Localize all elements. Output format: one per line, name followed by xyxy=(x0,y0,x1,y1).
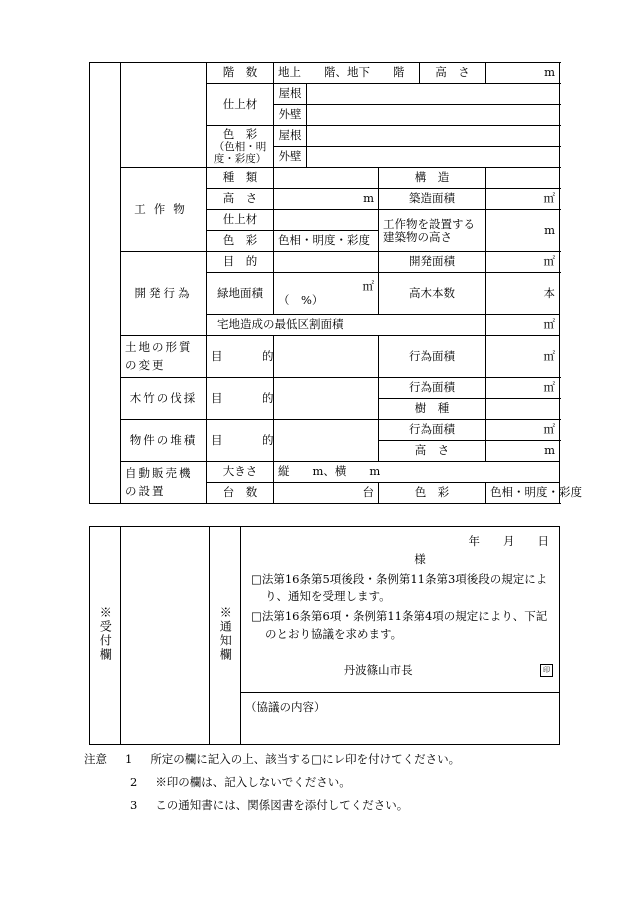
note-text: 所定の欄に記入の上、該当する□にレ印を付けてください。 xyxy=(150,752,461,766)
vending-color-value[interactable]: 色相・明度・彩度 xyxy=(486,483,560,504)
note-number: 1 xyxy=(124,752,133,766)
stacking-area-label: 行為面積 xyxy=(379,420,486,441)
min-lot-value[interactable]: ㎡ xyxy=(486,315,560,336)
min-lot-label: 宅地造成の最低区割面積 xyxy=(207,315,486,336)
consultation-label: （協議の内容） xyxy=(245,700,326,714)
structure-area-label: 築造面積 xyxy=(379,189,486,210)
notice-label: ※通知欄 xyxy=(218,605,233,662)
stacking-label: 物件の堆積 xyxy=(121,420,207,462)
building-color-label: 色 彩 xyxy=(222,126,258,141)
stacking-purpose-value[interactable] xyxy=(274,420,379,462)
logging-species-value[interactable] xyxy=(486,399,560,420)
building-finish-label: 仕上材 xyxy=(207,84,274,126)
structure-finish-value[interactable] xyxy=(274,210,379,231)
development-area-label: 開発面積 xyxy=(379,252,486,273)
application-details-table xyxy=(89,62,582,504)
note-text: ※印の欄は、記入しないでください。 xyxy=(155,775,351,789)
consultation-content[interactable] xyxy=(241,693,560,745)
structure-area-value[interactable]: ㎡ xyxy=(486,189,560,210)
finish-roof-label: 屋根 xyxy=(274,84,307,105)
floors-label: 階 数 xyxy=(207,63,274,84)
land-change-purpose-label: 目 的 xyxy=(207,336,274,378)
notice-option-accept[interactable]: □法第16条第5項後段・条例第11条第3項後段の規定により、通知を受理します。 xyxy=(251,571,548,604)
structure-type-value[interactable] xyxy=(274,168,379,189)
structure-kozo-label: 構 造 xyxy=(379,168,486,189)
notes-section xyxy=(84,748,460,817)
land-change-area-value[interactable]: ㎡ xyxy=(486,336,560,378)
note-item-3 xyxy=(84,794,460,817)
development-purpose-label: 目 的 xyxy=(207,252,274,273)
note-text: この通知書には、関係図書を添付してください。 xyxy=(155,798,409,812)
vending-color-label: 色 彩 xyxy=(379,483,486,504)
stacking-purpose-label: 目 的 xyxy=(207,420,274,462)
green-area-value-cell[interactable] xyxy=(274,273,379,315)
logging-species-label: 樹 種 xyxy=(379,399,486,420)
structure-finish-label: 仕上材 xyxy=(207,210,274,231)
notice-option-consult[interactable]: □法第16条第6項・条例第11条第4項の規定により、下記のとおり協議を求めます。 xyxy=(251,609,548,642)
reception-label-cell xyxy=(90,527,121,745)
install-height-label: 工作物を設置する建築物の高さ xyxy=(379,210,486,252)
reception-table xyxy=(89,526,560,745)
notice-date[interactable]: 年 月 日 xyxy=(468,534,549,548)
land-change-label: 土地の形質の変更 xyxy=(121,336,207,378)
color-roof-label: 屋根 xyxy=(274,126,307,147)
structure-height-value[interactable]: m xyxy=(274,189,379,210)
development-label: 開発行為 xyxy=(121,252,207,336)
note-item-1 xyxy=(84,748,460,771)
tall-trees-value[interactable]: 本 xyxy=(486,273,560,315)
reception-stamp-area xyxy=(121,527,210,745)
tall-trees-label: 高木本数 xyxy=(379,273,486,315)
note-number: 3 xyxy=(129,798,138,812)
color-roof-value[interactable] xyxy=(307,126,560,147)
logging-label: 木竹の伐採 xyxy=(121,378,207,420)
vending-size-value[interactable]: 縦 m、横 m xyxy=(274,462,560,483)
development-purpose-value[interactable] xyxy=(274,252,379,273)
stacking-height-value[interactable]: m xyxy=(486,441,560,462)
development-area-value[interactable]: ㎡ xyxy=(486,252,560,273)
logging-purpose-value[interactable] xyxy=(274,378,379,420)
notice-content xyxy=(241,527,560,693)
logging-purpose-label: 目 的 xyxy=(207,378,274,420)
install-height-value[interactable]: m xyxy=(486,210,560,252)
floors-value[interactable]: 地上 階、地下 階 xyxy=(274,63,420,84)
color-wall-label: 外壁 xyxy=(274,147,307,168)
building-height-label: 高 さ xyxy=(420,63,486,84)
land-change-purpose-value[interactable] xyxy=(274,336,379,378)
notes-heading: 注意 xyxy=(84,752,107,766)
green-area-percent: （ %） xyxy=(278,292,324,307)
note-item-2 xyxy=(84,771,460,794)
finish-wall-value[interactable] xyxy=(307,105,560,126)
building-height-value[interactable]: m xyxy=(486,63,560,84)
structure-color-value[interactable]: 色相・明度・彩度 xyxy=(274,231,379,252)
seal-mark: 印 xyxy=(540,664,553,677)
vending-count-value[interactable]: 台 xyxy=(274,483,379,504)
reception-label: ※受付欄 xyxy=(98,605,113,662)
mayor-name: 丹波篠山市長 xyxy=(343,662,413,677)
structure-kozo-value[interactable] xyxy=(486,168,560,189)
stacking-height-label: 高 さ xyxy=(379,441,486,462)
green-area-unit: ㎡ xyxy=(362,278,374,293)
notice-addressee[interactable]: 様 xyxy=(414,551,426,566)
structure-height-label: 高 さ xyxy=(207,189,274,210)
logging-area-label: 行為面積 xyxy=(379,378,486,399)
building-color-sub: （色相・明度・彩度） xyxy=(213,141,267,166)
land-change-area-label: 行為面積 xyxy=(379,336,486,378)
structure-label: 工作物 xyxy=(121,168,207,252)
building-color-label-cell xyxy=(207,126,274,168)
green-area-label: 緑地面積 xyxy=(207,273,274,315)
stacking-area-value[interactable]: ㎡ xyxy=(486,420,560,441)
color-wall-value[interactable] xyxy=(307,147,560,168)
building-category-cell xyxy=(121,63,207,168)
structure-type-label: 種 類 xyxy=(207,168,274,189)
note-number: 2 xyxy=(129,775,138,789)
left-margin-cell xyxy=(90,63,121,504)
vending-count-label: 台 数 xyxy=(207,483,274,504)
finish-wall-label: 外壁 xyxy=(274,105,307,126)
finish-roof-value[interactable] xyxy=(307,84,560,105)
logging-area-value[interactable]: ㎡ xyxy=(486,378,560,399)
notice-label-cell xyxy=(210,527,241,745)
structure-color-label: 色 彩 xyxy=(207,231,274,252)
vending-label: 自動販売機の設置 xyxy=(121,462,207,504)
vending-size-label: 大きさ xyxy=(207,462,274,483)
